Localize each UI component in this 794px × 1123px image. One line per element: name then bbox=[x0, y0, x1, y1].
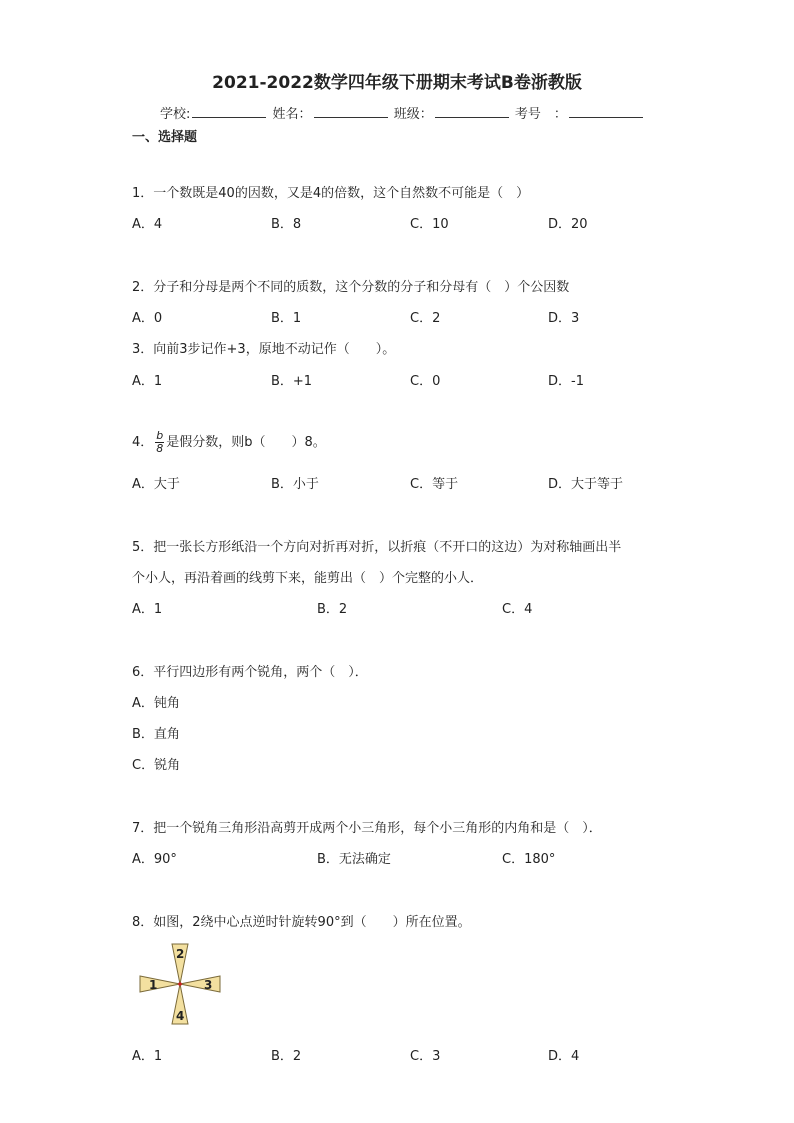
class-label: 班级： bbox=[393, 107, 433, 122]
q4-option-c[interactable]: C．等于 bbox=[410, 477, 459, 492]
question-4-stem bbox=[132, 430, 326, 455]
q6-option-b[interactable]: B．直角 bbox=[132, 727, 180, 742]
q1-option-d[interactable]: D．20 bbox=[548, 217, 588, 232]
pinwheel-figure bbox=[138, 942, 222, 1026]
q4-option-b[interactable]: B．小于 bbox=[271, 477, 319, 492]
q3-option-d[interactable]: D．-1 bbox=[548, 374, 584, 389]
page-title: 2021-2022数学四年级下册期末考试B卷浙教版 bbox=[212, 73, 582, 93]
name-blank[interactable] bbox=[314, 105, 388, 118]
student-info-line bbox=[160, 103, 645, 122]
question-1-stem: 1．一个数既是40的因数，又是4的倍数，这个自然数不可能是（ ） bbox=[132, 186, 530, 201]
fraction-numerator: b bbox=[156, 429, 164, 442]
blade-3 bbox=[180, 976, 220, 992]
q2-option-a[interactable]: A．0 bbox=[132, 311, 163, 326]
question-8-stem: 8．如图，2绕中心点逆时针旋转90°到（ ）所在位置。 bbox=[132, 915, 471, 930]
q4-option-a[interactable]: A．大于 bbox=[132, 477, 180, 492]
question-3-stem: 3．向前3步记作+3，原地不动记作（ ）。 bbox=[132, 342, 396, 357]
question-6-stem: 6．平行四边形有两个锐角，两个（ ）． bbox=[132, 665, 368, 680]
q1-option-b[interactable]: B．8 bbox=[271, 217, 302, 232]
q3-option-c[interactable]: C．0 bbox=[410, 374, 441, 389]
school-label: 学校: bbox=[160, 107, 191, 122]
q7-option-a[interactable]: A．90° bbox=[132, 852, 177, 867]
q4-number: 4． bbox=[132, 435, 154, 450]
q8-option-c[interactable]: C．3 bbox=[410, 1049, 441, 1064]
q5-option-a[interactable]: A．1 bbox=[132, 602, 163, 617]
q2-option-b[interactable]: B．1 bbox=[271, 311, 302, 326]
q1-option-c[interactable]: C．10 bbox=[410, 217, 449, 232]
q8-option-d[interactable]: D．4 bbox=[548, 1049, 580, 1064]
blade-label-4: 4 bbox=[176, 1009, 185, 1023]
section-title: 一、选择题 bbox=[132, 130, 198, 145]
q6-option-c[interactable]: C．锐角 bbox=[132, 758, 181, 773]
q5-option-c[interactable]: C．4 bbox=[502, 602, 533, 617]
q2-option-d[interactable]: D．3 bbox=[548, 311, 580, 326]
q4-stem-rest: 是假分数，则b（ ）8。 bbox=[166, 435, 326, 450]
q3-option-a[interactable]: A．1 bbox=[132, 374, 163, 389]
school-blank[interactable] bbox=[192, 105, 266, 118]
q2-option-c[interactable]: C．2 bbox=[410, 311, 441, 326]
q8-option-b[interactable]: B．2 bbox=[271, 1049, 302, 1064]
blade-label-1: 1 bbox=[149, 978, 158, 992]
q8-option-a[interactable]: A．1 bbox=[132, 1049, 163, 1064]
blade-1 bbox=[140, 976, 180, 992]
class-blank[interactable] bbox=[435, 105, 509, 118]
question-5-stem-line2: 个小人，再沿着画的线剪下来，能剪出（ ）个完整的小人． bbox=[132, 571, 484, 586]
q5-option-b[interactable]: B．2 bbox=[317, 602, 348, 617]
fraction-denominator: 8 bbox=[156, 442, 164, 455]
blade-label-3: 3 bbox=[204, 978, 213, 992]
q4-fraction bbox=[155, 430, 164, 455]
q1-option-a[interactable]: A．4 bbox=[132, 217, 163, 232]
exam-no-label: 考号 ： bbox=[514, 107, 567, 122]
q4-option-d[interactable]: D．大于等于 bbox=[548, 477, 624, 492]
q6-option-a[interactable]: A．钝角 bbox=[132, 696, 180, 711]
exam-no-blank[interactable] bbox=[569, 105, 643, 118]
center-point bbox=[178, 982, 182, 986]
question-7-stem: 7．把一个锐角三角形沿高剪开成两个小三角形，每个小三角形的内角和是（ ）． bbox=[132, 821, 602, 836]
q7-option-c[interactable]: C．180° bbox=[502, 852, 556, 867]
q3-option-b[interactable]: B．+1 bbox=[271, 374, 313, 389]
name-label: 姓名： bbox=[272, 107, 312, 122]
question-2-stem: 2．分子和分母是两个不同的质数，这个分数的分子和分母有（ ）个公因数 bbox=[132, 280, 570, 295]
q7-option-b[interactable]: B．无法确定 bbox=[317, 852, 391, 867]
blade-label-2: 2 bbox=[176, 947, 185, 961]
question-5-stem-line1: 5．把一张长方形纸沿一个方向对折再对折，以折痕（不开口的这边）为对称轴画出半 bbox=[132, 540, 622, 555]
